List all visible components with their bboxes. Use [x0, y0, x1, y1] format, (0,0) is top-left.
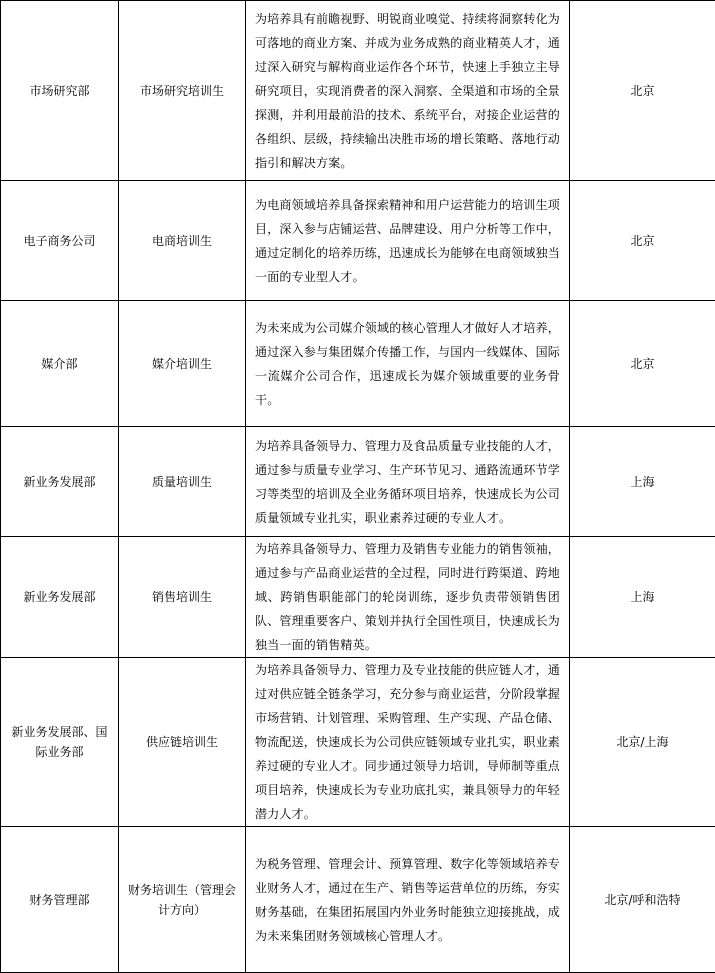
program-cell: 供应链培训生	[119, 658, 246, 827]
location-cell: 北京	[570, 301, 715, 427]
location-cell: 北京	[570, 1, 715, 181]
location-cell: 北京/上海	[570, 658, 715, 827]
department-cell: 媒介部	[1, 301, 119, 427]
description-cell: 为未来成为公司媒介领域的核心管理人才做好人才培养，通过深入参与集团媒介传播工作，与国内一线媒体、国际一流媒介公司合作，迅速成长为媒介领域重要的业务骨干。	[246, 301, 570, 427]
department-cell: 财务管理部	[1, 827, 119, 973]
program-cell: 质量培训生	[119, 427, 246, 537]
table-row	[1, 537, 715, 658]
table-row	[1, 827, 715, 973]
description-cell: 为培养具备领导力、管理力及食品质量专业技能的人才，通过参与质量专业学习、生产环节见习、通路流通环节学习等类型的培训及全业务循环项目培养，快速成长为公司质量领域专业扎实，职业素养过硬的专业人才。	[246, 427, 570, 537]
location-cell: 上海	[570, 537, 715, 658]
table-row	[1, 1, 715, 181]
program-cell: 销售培训生	[119, 537, 246, 658]
table-row	[1, 181, 715, 301]
department-cell: 市场研究部	[1, 1, 119, 181]
description-cell: 为培养具备领导力、管理力及销售专业能力的销售领袖，通过参与产品商业运营的全过程，同时进行跨渠道、跨地域、跨销售职能部门的轮岗训练，逐步负责带领销售团队、管理重要客户、策划并执行全国性项目，快速成长为独当一面的销售精英。	[246, 537, 570, 658]
department-cell: 新业务发展部	[1, 427, 119, 537]
table-row	[1, 427, 715, 537]
description-cell: 为电商领域培养具备探索精神和用户运营能力的培训生项目，深入参与店铺运营、品牌建设、用户分析等工作中，通过定制化的培养历练，迅速成长为能够在电商领域独当一面的专业型人才。	[246, 181, 570, 301]
description-cell: 为培养具备领导力、管理力及专业技能的供应链人才，通过对供应链全链条学习，充分参与商业运营，分阶段掌握市场营销、计划管理、采购管理、生产实现、产品仓储、物流配送，快速成长为公司供应链领域专业扎实，职业素养过硬的专业人才。同步通过领导力培训，导师制等重点项目培养，快速成长为专业功底扎实，兼具领导力的年轻潜力人才。	[246, 658, 570, 827]
location-cell: 上海	[570, 427, 715, 537]
location-cell: 北京	[570, 181, 715, 301]
program-cell: 电商培训生	[119, 181, 246, 301]
description-cell: 为税务管理、管理会计、预算管理、数字化等领域培养专业财务人才，通过在生产、销售等运营单位的历练，夯实财务基础，在集团拓展国内外业务时能独立迎接挑战，成为未来集团财务领域核心管理人才。	[246, 827, 570, 973]
department-cell: 新业务发展部	[1, 537, 119, 658]
table-row	[1, 301, 715, 427]
department-cell: 新业务发展部、国际业务部	[1, 658, 119, 827]
description-cell: 为培养具有前瞻视野、明锐商业嗅觉、持续将洞察转化为可落地的商业方案、并成为业务成熟的商业精英人才，通过深入研究与解构商业运作各个环节，快速上手独立主导研究项目，实现消费者的深入洞察、全渠道和市场的全景探测，并利用最前沿的技术、系统平台，对接企业运营的各组织、层级，持续输出决胜市场的增长策略、落地行动指引和解决方案。	[246, 1, 570, 181]
program-cell: 财务培训生（管理会计方向）	[119, 827, 246, 973]
department-cell: 电子商务公司	[1, 181, 119, 301]
program-cell: 市场研究培训生	[119, 1, 246, 181]
table-row	[1, 658, 715, 827]
location-cell: 北京/呼和浩特	[570, 827, 715, 973]
program-cell: 媒介培训生	[119, 301, 246, 427]
